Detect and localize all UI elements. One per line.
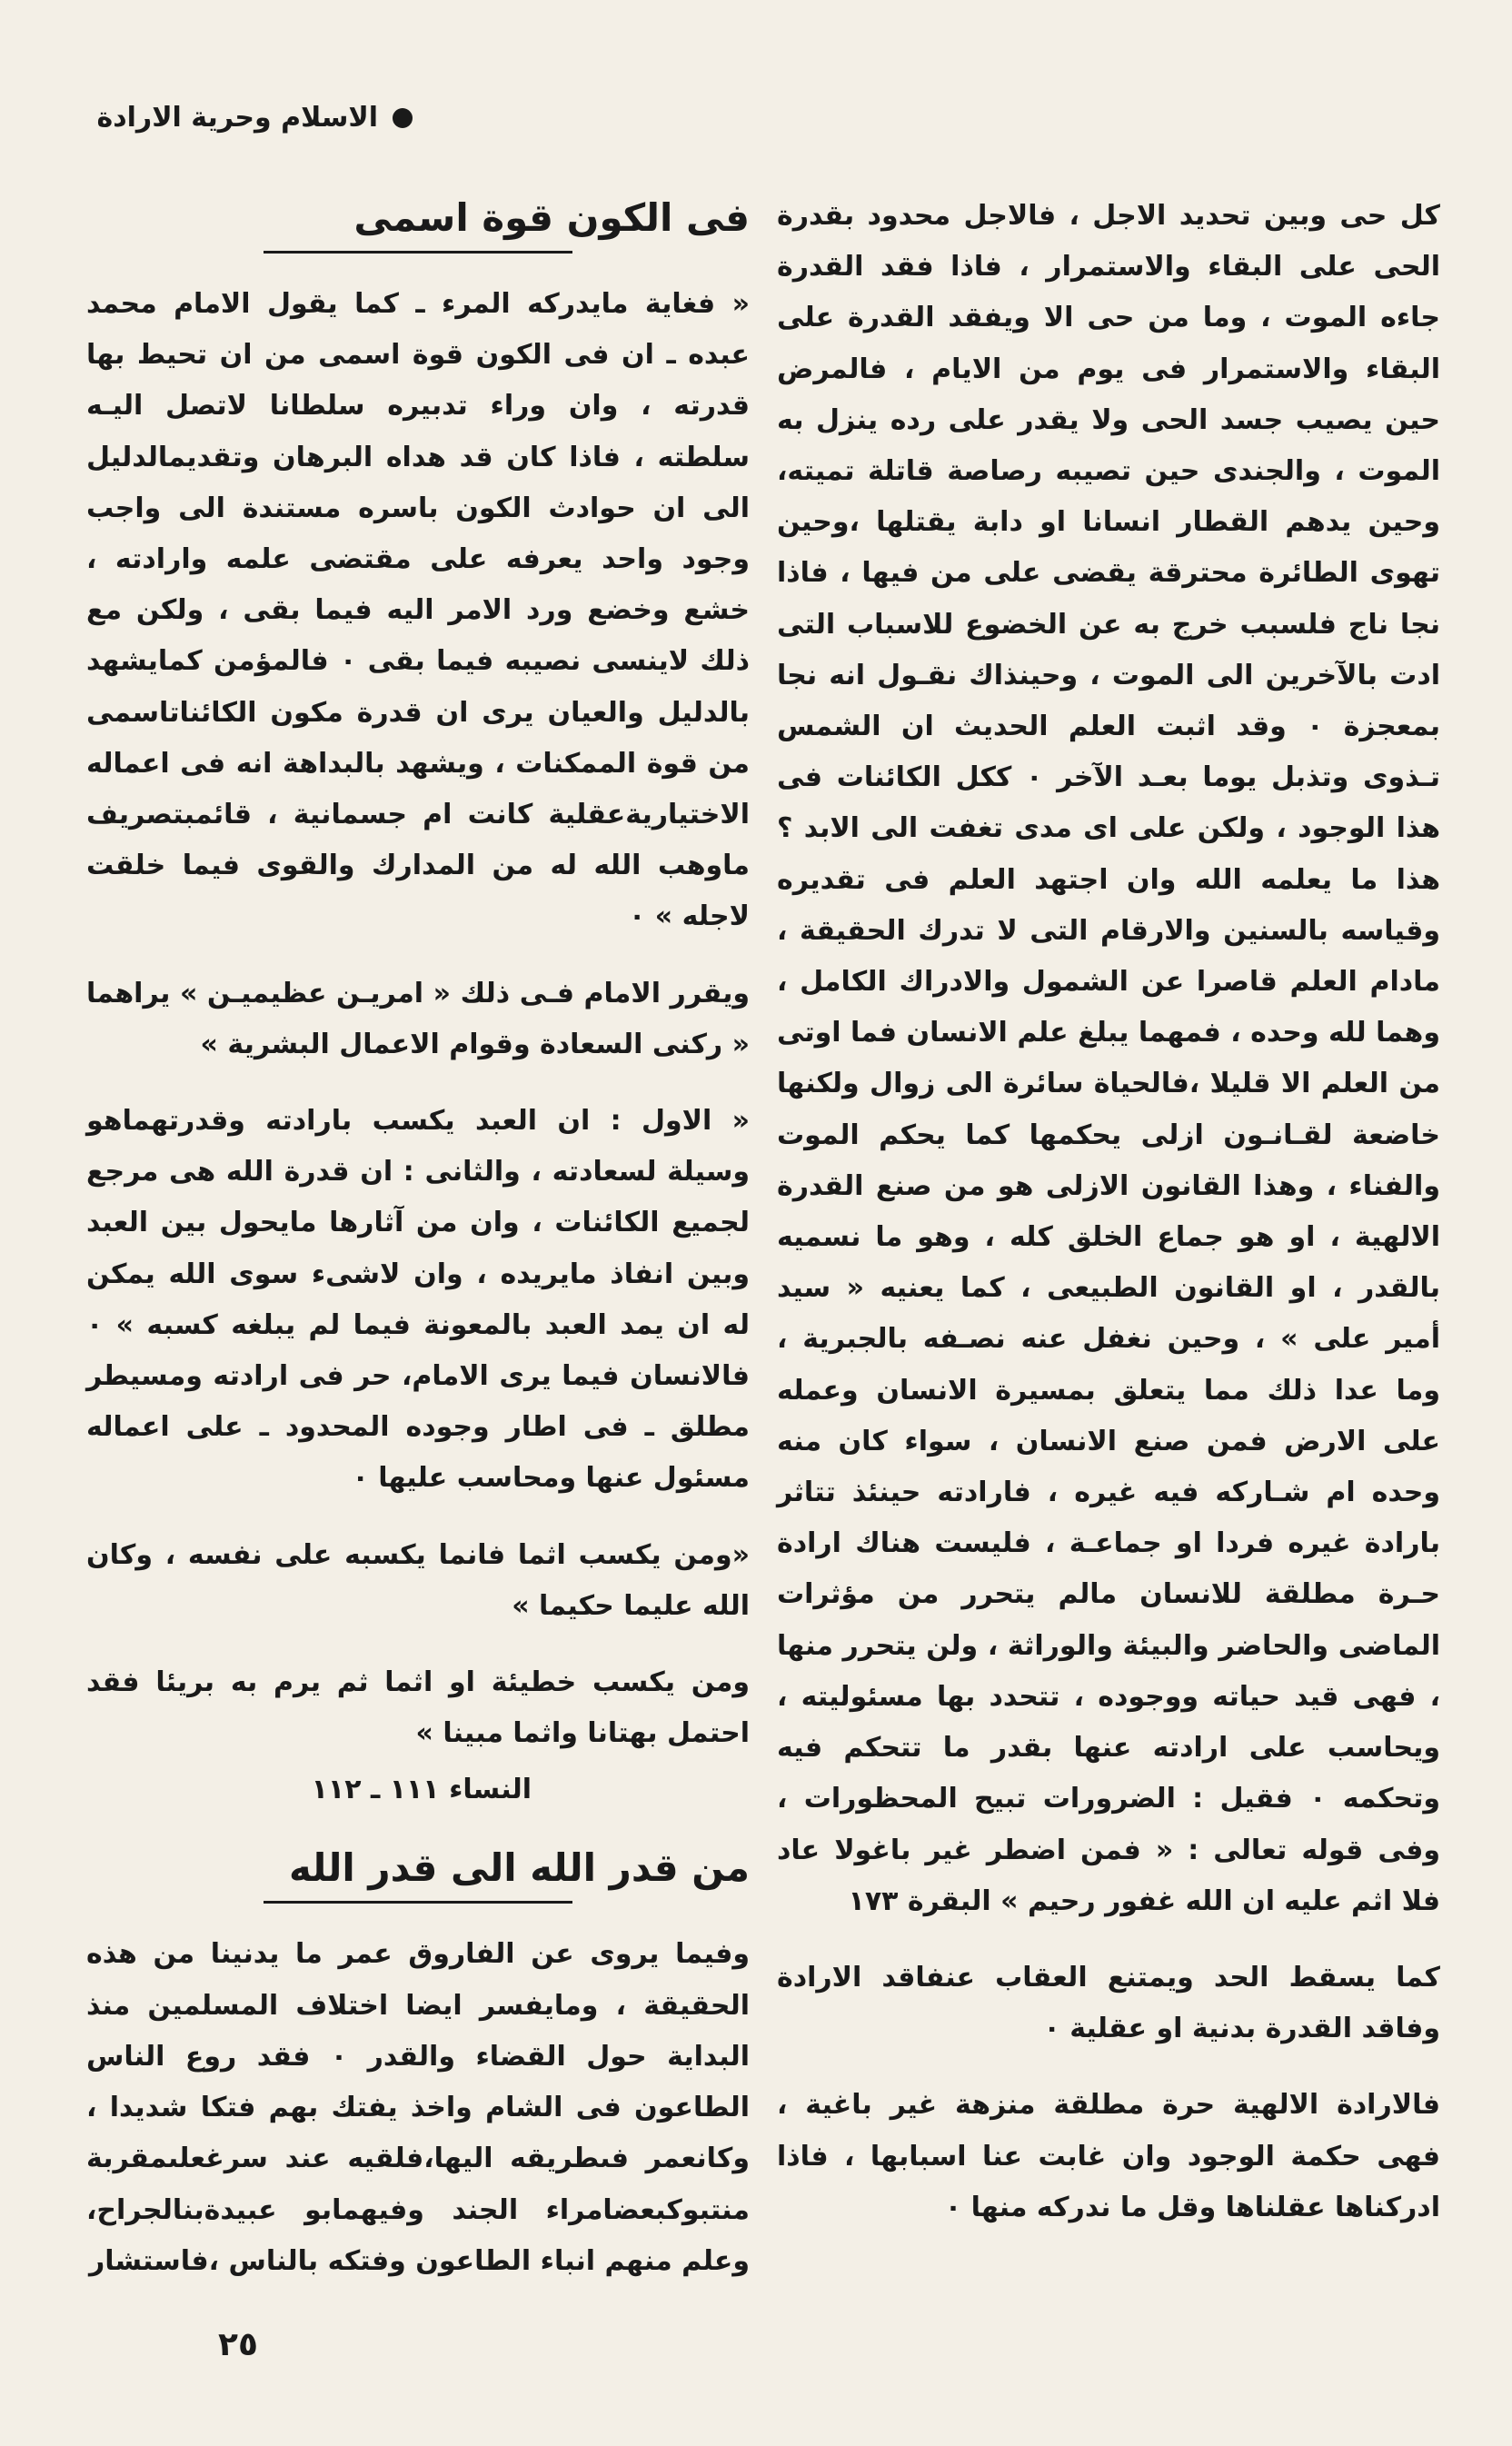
section-heading: من قدر الله الى قدر الله [288, 1845, 750, 1891]
verse-paragraph: «ومن يكسب اثما فانما يكسبه على نفسه ، وكان الله عليما حكيما » [86, 1538, 750, 1622]
heading-underline [264, 1901, 572, 1904]
running-header [67, 102, 413, 134]
verse-citation: النساء ١١١ ـ ١١٢ [311, 1774, 532, 1806]
body-paragraph: ويقرر الامام فـى ذلك « امريـن عظيميـن » يراهما « ركنى السعادة وقوام الاعمال البشرية » [86, 977, 750, 1060]
heading-underline [264, 251, 572, 254]
body-paragraph: وفيما يروى عن الفاروق عمر ما يدنينا من هذه الحقيقة ، ومايفسر ايضا اختلاف المسلمين منذ البداية حول القضاء والقدر ٠ فقد روع الناس الطاعون فى الشام واخذ يفتك بهم فتكا شديدا ، وكانعمر فىطريقه اليها،فلقيه عند سرغعلىمقربة منتبوكبعضامراء الجند وفيهمابو عبيدةبنالجراح، وعلم منهم انباء الطاعون وفتكه بالناس ،فاستشار [86, 1938, 751, 2277]
body-paragraph: كما يسقط الحد ويمتنع العقاب عنفاقد الارادة وفاقد القدرة بدنية او عقلية ٠ [777, 1961, 1440, 2045]
left-column [86, 191, 750, 2287]
bullet-icon [393, 108, 413, 128]
page-number: ٢٥ [218, 2326, 258, 2363]
section-heading: فى الكون قوة اسمى [353, 195, 750, 240]
verse-paragraph: ومن يكسب خطيئة او اثما ثم يرم به بريئا فقد احتمل بهتانا واثما مبينا » [86, 1666, 750, 1750]
quote-paragraph: « الاول : ان العبد يكسب بارادته وقدرتهماهو وسيلة لسعادته ، والثانى : ان قدرة الله هى مرجع لجميع الكائنات ، وان من آثارها مايحول بين العبد وبين انفاذ مايريده ، وان لاشىء سوى الله يمكن له ان يمد العبد بالمعونة فيما لم يبلغه كسبه » ٠ فالانسان فيما يرى الامام، حر فى ارادته ومسيطر مطلق ـ فى اطار وجوده المحدود ـ على اعماله مسئول عنها ومحاسب عليها ٠ [86, 1105, 750, 1495]
right-column [777, 191, 1440, 2233]
quote-paragraph: « فغاية مايدركه المرء ـ كما يقول الامام محمد عبده ـ ان فى الكون قوة اسمى من ان تحيط بها قدرته ، وان وراء تدبيره سلطانا لاتصل اليـه سلطته ، فاذا كان قد هداه البرهان وتقديمالدليل الى ان حوادث الكون باسره مستندة الى واجب وجود واحد يعرفه على مقتضى علمه وارادته ، خشع وخضع ورد الامر اليه فيما بقى ، ولكن مع ذلك لاينسى نصيبه فيما بقى ٠ فالمؤمن كمايشهد بالدليل والعيان يرى ان قدرة مكون الكائناتاسمى من قوة الممكنات ، ويشهد بالبداهة انه فى اعماله الاختياريةعقلية كانت ام جسمانية ، قائمبتصريف ماوهب الله له من المدارك والقوى فيما خلقت لاجله » ٠ [86, 288, 751, 933]
body-paragraph: كل حى وبين تحديد الاجل ، فالاجل محدود بقدرة الحى على البقاء والاستمرار ، فاذا فقد القدرة جاءه الموت ، وما من حى الا ويفقد القدرة على البقاء والاستمرار فى يوم من الايام ، فالمرض حين يصيب جسد الحى ولا يقدر على رده ينزل به الموت ، والجندى حين تصيبه رصاصة قاتلة تميته، وحين يدهم القطار انسانا او دابة يقتلها ،وحين تهوى الطائرة محترقة يقضى على من فيها ، فاذا نجا ناج فلسبب خرج به عن الخضوع للاسباب التى ادت بالآخرين الى الموت ، وحينذاك نقـول انه نجا بمعجزة ٠ وقد اثبت العلم الحديث ان الشمس تـذوى وتذبل يوما بعـد الآخر ٠ ككل الكائنات فى هذا الوجود ، ولكن على اى مدى تغفت الى الابد ؟ هذا ما يعلمه الله وان اجتهد العلم فى تقديره وقياسه بالسنين والارقام التى لا تدرك الحقيقة ، مادام العلم قاصرا عن الشمول والادراك الكامل ، وهما لله وحده ، فمهما يبلغ علم الانسان فما اوتى من العلم الا قليلا ،فالحياة سائرة الى زوال ولكنها خاضعة لقـانـون ازلى يحكمها كما يحكم الموت والفناء ، وهذا القانون الازلى هو من صنع القدرة الالهية ، او هو جماع الخلق كله ، وهو ما نسميه بالقدر ، او القانون الطبيعى ، كما يعنيه « سيد أمير على » ، وحين نغفل عنه نصـفه بالجبرية ، وما عدا ذلك مما يتعلق بمسيرة الانسان وعمله على الارض فمن صنع الانسان ، سواء كان منه وحده ام شـاركه فيه غيره ، فارادته حينئذ تتاثر بارادة غيره فردا او جماعـة ، فليست هناك ارادة حـرة مطلقة للانسان مالم يتحرر من مؤثرات الماضى والحاضر والبيئة والوراثة ، ولن يتحرر منها ، فهى قيد حياته ووجوده ، تتحدد بها مسئوليته ، ويحاسب على ارادته عنها بقدر ما تتحكم فيه وتحكمه ٠ فقيل : الضرورات تبيح المحظورات ، وفى قوله تعالى : « فمن اضطر غير باغولا عاد فلا اثم عليه ان الله غفور رحيم » البقرة ١٧٣ [777, 200, 1441, 1917]
body-paragraph: فالارادة الالهية حرة مطلقة منزهة غير باغية ، فهى حكمة الوجود وان غابت عنا اسبابها ، فاذا ادركناها عقلناها وقل ما ندركه منها ٠ [777, 2089, 1440, 2223]
running-header-title: الاسلام وحرية الارادة [96, 102, 378, 134]
